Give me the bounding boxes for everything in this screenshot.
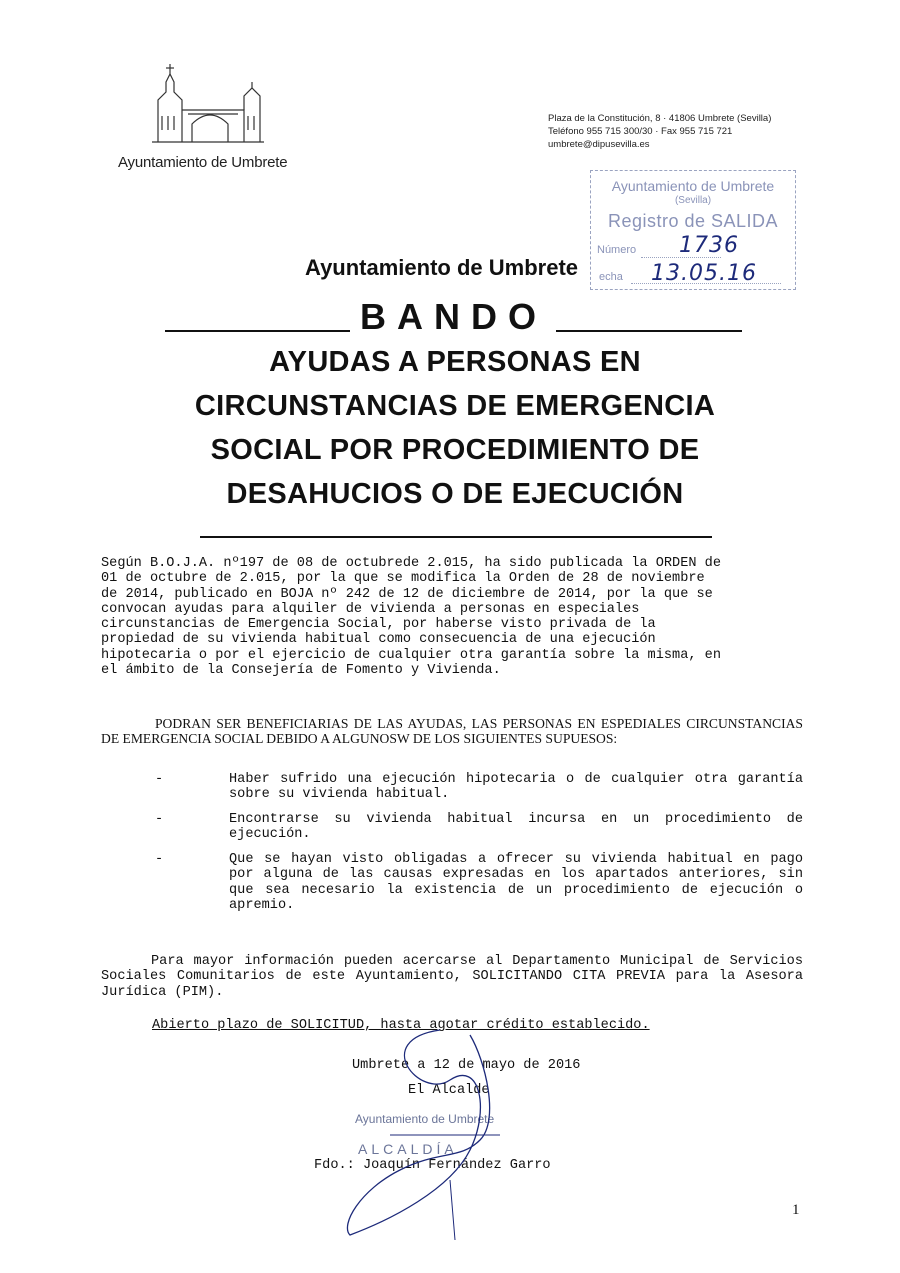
- bando-title: BANDO: [360, 296, 547, 337]
- list-dash: -: [155, 812, 164, 827]
- place-date: Umbrete a 12 de mayo de 2016: [352, 1058, 581, 1073]
- title-line: DESAHUCIOS O DE EJECUCIÓN: [226, 478, 684, 510]
- contact-info: [548, 112, 771, 151]
- contact-phone: Teléfono 955 715 300/30 · Fax 955 715 721: [548, 126, 733, 137]
- registry-stamp: [590, 170, 796, 290]
- beneficiaries-paragraph: [101, 716, 803, 747]
- stamp-date-label: echa: [599, 271, 623, 283]
- stamp-number-label: Número: [597, 244, 637, 256]
- logo-caption: Ayuntamiento de Umbrete: [118, 154, 288, 171]
- list-dash: -: [155, 852, 164, 867]
- org-heading: Ayuntamiento de Umbrete: [305, 255, 579, 280]
- town-hall-logo-icon: [148, 60, 268, 152]
- seal-role: ALCALDÍA: [358, 1141, 458, 1157]
- contact-email: umbrete@dipusevilla.es: [548, 139, 650, 150]
- seal-org-name: Ayuntamiento de Umbrete: [355, 1112, 495, 1126]
- list-item-text: Que se hayan visto obligadas a ofrecer su vivienda habitual en pago por alguna de las causas expresadas en los apartados anteriores, sin que sea necesario la existencia de un procedimiento de ejecución o apremio.: [229, 852, 803, 913]
- info-paragraph: [101, 954, 803, 1000]
- bando-rule-right: [556, 330, 742, 332]
- stamp-number-value: 1736: [679, 233, 739, 258]
- page-number: 1: [792, 1202, 800, 1218]
- title-line: CIRCUNSTANCIAS DE EMERGENCIA: [194, 390, 716, 422]
- contact-address: Plaza de la Constitución, 8 · 41806 Umbrete (Sevilla): [548, 113, 772, 124]
- title-rule: [200, 536, 712, 538]
- stamp-org: Ayuntamiento de Umbrete: [611, 178, 775, 194]
- document-title: [100, 340, 810, 516]
- handwritten-signature-icon: [330, 1020, 530, 1245]
- title-line: SOCIAL POR PROCEDIMIENTO DE: [210, 434, 700, 466]
- bando-rule-left: [165, 330, 350, 332]
- mayor-title: El Alcalde: [408, 1083, 490, 1098]
- title-line: AYUDAS A PERSONAS EN: [269, 346, 641, 378]
- info-text: Para mayor información pueden acercarse al Departamento Municipal de Servicios Sociales Comunitarios de este Ayuntamiento, SOLICITANDO CITA PREVIA para la Asesora Jurídica (PIM).: [101, 954, 803, 1000]
- deadline-notice: Abierto plazo de SOLICITUD, hasta agotar crédito establecido.: [152, 1018, 650, 1033]
- beneficiaries-text: PODRAN SER BENEFICIARIAS DE LAS AYUDAS, LAS PERSONAS EN ESPEDIALES CIRCUNSTANCIAS DE EMERGENCIA SOCIAL DEBIDO A ALGUNOSW DE LOS SIGUIENTES SUPUESOS:: [101, 716, 803, 747]
- signed-by: Fdo.: Joaquín Fernández Garro: [314, 1158, 551, 1173]
- intro-paragraph: Según B.O.J.A. nº197 de 08 de octubrede 2.015, ha sido publicada la ORDEN de 01 de octubre de 2.015, por la que se modifica la Orden de 28 de noviembre de 2014, publicado en BOJA nº 242 de 12 de diciembre de 2014, por la que se convocan ayudas para alquiler de vivienda a personas en especiales circunstancias de Emergencia Social, por haberse visto privada de la propiedad de su vivienda habitual como consecuencia de una ejecución hipotecaria o por el ejercicio de cualquier otra garantía sobre la misma, en el ámbito de la Consejería de Fomento y Vivienda.: [101, 556, 721, 679]
- list-dash: -: [155, 772, 164, 787]
- stamp-date-value: 13.05.16: [651, 261, 757, 286]
- list-item-text: Encontrarse su vivienda habitual incursa en un procedimiento de ejecución.: [229, 812, 803, 843]
- stamp-province: (Sevilla): [674, 195, 712, 206]
- list-item-text: Haber sufrido una ejecución hipotecaria o de cualquier otra garantía sobre su vivienda habitual.: [229, 772, 803, 803]
- stamp-register-type: Registro de SALIDA: [607, 211, 779, 231]
